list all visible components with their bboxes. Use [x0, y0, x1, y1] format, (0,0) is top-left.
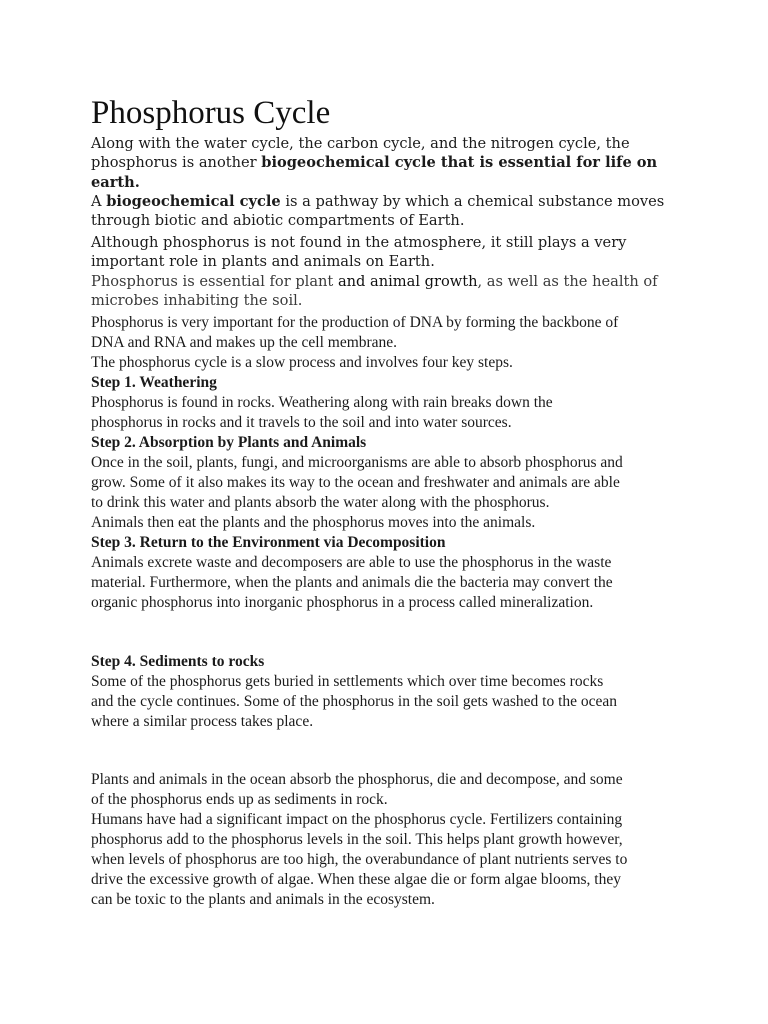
paragraph-line: phosphorus add to the phosphorus levels in the soil. This helps plant growth however,: [91, 831, 623, 848]
paragraph-line: when levels of phosphorus are too high, the overabundance of plant nutrients serves to: [91, 851, 628, 868]
paragraph-line: grow. Some of it also makes its way to the ocean and freshwater and animals are able: [91, 474, 620, 491]
paragraph-line: organic phosphorus into inorganic phosphorus in a process called mineralization.: [91, 594, 594, 611]
step-3-heading: Step 3. Return to the Environment via Decomposition: [91, 534, 446, 551]
emphasis-text: and animal growth: [337, 273, 478, 290]
intro-paragraph-3: [91, 233, 691, 272]
paragraph-line: Animals then eat the plants and the phosphorus moves into the animals.: [91, 514, 536, 531]
paragraph-line: and the cycle continues. Some of the phosphorus in the soil gets washed to the ocean: [91, 693, 618, 710]
paragraph-line: important role in plants and animals on Earth.: [91, 253, 435, 271]
paragraph-line: microbes inhabiting the soil.: [91, 292, 303, 310]
paragraph-line: Although phosphorus is not found in the atmosphere, it still plays a very: [91, 234, 627, 251]
paragraph-line: [91, 192, 691, 211]
intro-paragraph-2: [91, 192, 691, 231]
text-run: phosphorus is another: [91, 154, 262, 172]
paragraph-line: Phosphorus is very important for the production of DNA by forming the backbone of: [91, 314, 619, 331]
paragraph-line: [91, 153, 691, 172]
text-run: is a pathway by which a chemical substance moves: [280, 193, 665, 210]
paragraph-line: phosphorus in rocks and it travels to the soil and into water sources.: [91, 414, 512, 431]
paragraph-line: Phosphorus is found in rocks. Weathering along with rain breaks down the: [91, 394, 553, 411]
paragraph-line: Some of the phosphorus gets buried in settlements which over time becomes rocks: [91, 673, 604, 690]
paragraph-line: [91, 272, 691, 291]
paragraph-line: drive the excessive growth of algae. When these algae die or form algae blooms, they: [91, 871, 621, 888]
paragraph-line: Along with the water cycle, the carbon cycle, and the nitrogen cycle, the: [91, 135, 630, 152]
intro-paragraph-4: [91, 272, 691, 311]
text-run: Phosphorus is essential for plant: [91, 273, 338, 290]
page-title: Phosphorus Cycle: [91, 95, 331, 131]
step-2-heading: Step 2. Absorption by Plants and Animals: [91, 434, 367, 451]
paragraph-line: Animals excrete waste and decomposers are able to use the phosphorus in the waste: [91, 554, 612, 571]
text-run: , as well as the health of: [477, 273, 658, 290]
paragraph-line: can be toxic to the plants and animals in the ecosystem.: [91, 891, 435, 908]
paragraph-line: Plants and animals in the ocean absorb the phosphorus, die and decompose, and some: [91, 771, 623, 788]
paragraph-line: where a similar process takes place.: [91, 713, 314, 730]
paragraph-line: Once in the soil, plants, fungi, and microorganisms are able to absorb phosphorus and: [91, 454, 623, 471]
paragraph-line: material. Furthermore, when the plants and animals die the bacteria may convert the: [91, 574, 613, 591]
paragraph-line: of the phosphorus ends up as sediments in rock.: [91, 791, 388, 808]
paragraph-line: to drink this water and plants absorb the water along with the phosphorus.: [91, 494, 550, 511]
paragraph-line: through biotic and abiotic compartments of Earth.: [91, 212, 465, 230]
intro-paragraph-1: [91, 134, 691, 192]
emphasis-text: biogeochemical cycle: [106, 193, 281, 210]
body-section-2: [91, 652, 691, 732]
body-section-3: [91, 770, 691, 910]
emphasis-text: earth.: [91, 173, 140, 191]
step-1-heading: Step 1. Weathering: [91, 374, 217, 391]
paragraph-line: The phosphorus cycle is a slow process and involves four key steps.: [91, 354, 513, 371]
paragraph-line: DNA and RNA and makes up the cell membrane.: [91, 334, 398, 351]
text-run: A: [91, 193, 107, 210]
emphasis-text: biogeochemical cycle that is essential for life on: [261, 154, 658, 172]
paragraph-line: Humans have had a significant impact on the phosphorus cycle. Fertilizers containing: [91, 811, 623, 828]
step-4-heading: Step 4. Sediments to rocks: [91, 653, 265, 670]
body-section-1: [91, 313, 691, 613]
